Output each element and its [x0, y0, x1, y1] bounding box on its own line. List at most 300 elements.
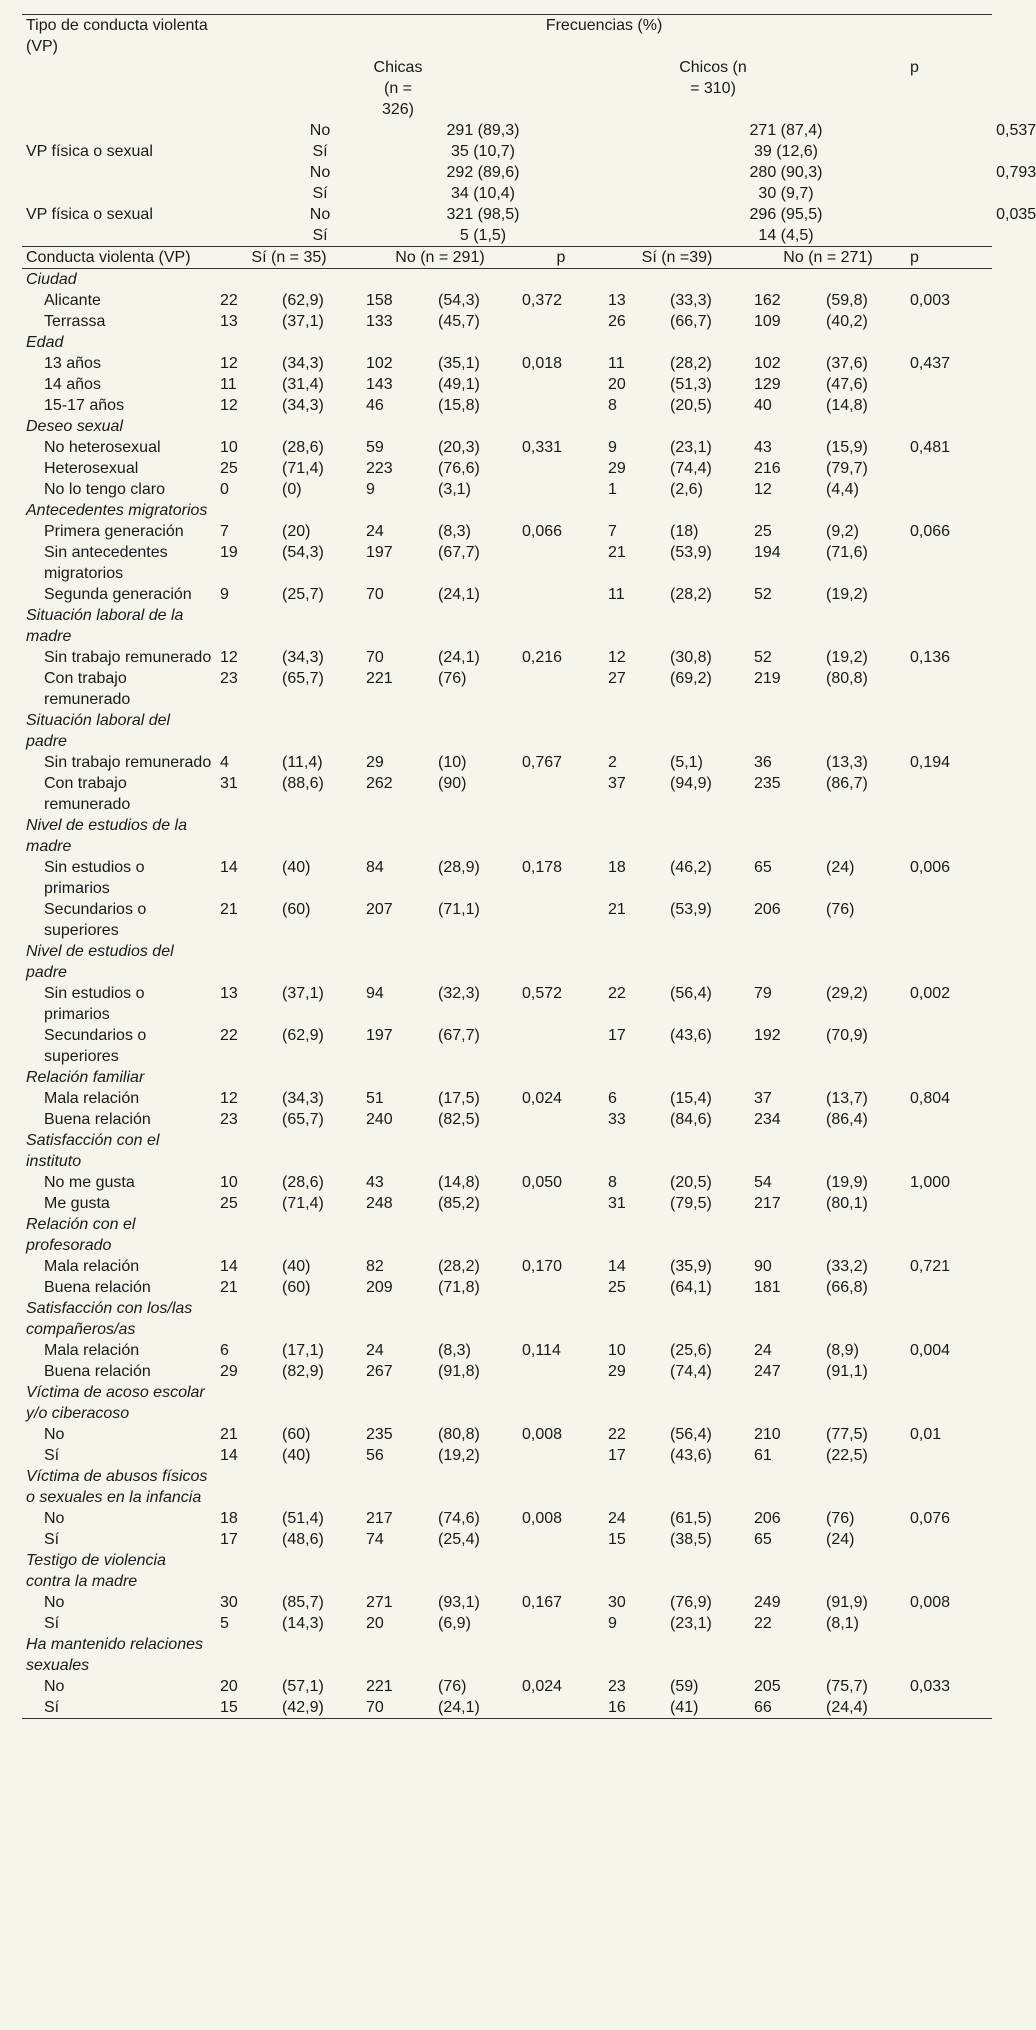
p-chicos: 0,006 — [910, 859, 951, 876]
si-chicas-pct: (71,4) — [282, 1195, 324, 1212]
no-chicos-pct: (86,4) — [826, 1111, 868, 1128]
no-chicas-pct: (76,6) — [438, 460, 480, 477]
p-chicos — [906, 1193, 992, 1214]
no-chicas-n: 221 — [366, 670, 393, 687]
table-row — [22, 1088, 992, 1109]
p-chicas — [518, 1613, 604, 1634]
no-chicos-pct: (13,7) — [826, 1090, 868, 1107]
si-chicas-n: 12 — [220, 355, 238, 372]
chicos-value: 296 (95,5) — [749, 206, 823, 223]
p-chicos — [906, 1445, 992, 1466]
si-chicos-pct: (76,9) — [670, 1594, 712, 1611]
spacer-cell — [216, 941, 992, 983]
si-chicos-pct: (74,4) — [670, 1363, 712, 1380]
p-chicas — [518, 458, 604, 479]
si-chicas-pct: (42,9) — [278, 1697, 362, 1719]
row-label: VP física o sexual — [26, 143, 153, 160]
row-label: Buena relación — [44, 1363, 151, 1380]
no-chicas-pct: (24,1) — [434, 1697, 518, 1719]
no-chicos-n: 235 — [754, 775, 781, 792]
si-chicas-pct: (57,1) — [282, 1678, 324, 1695]
no-chicas-pct: (20,3) — [438, 439, 480, 456]
si-chicas-pct: (11,4) — [282, 754, 323, 771]
row-label: No — [44, 1594, 65, 1611]
no-chicos-n: 247 — [754, 1363, 781, 1380]
no-chicos-pct: (9,2) — [826, 523, 859, 540]
no-chicos-pct: (19,9) — [826, 1174, 868, 1191]
no-chicos-n: 40 — [754, 397, 772, 414]
category-row — [22, 1634, 992, 1676]
table-row — [22, 437, 992, 458]
spacer-cell — [216, 1130, 992, 1172]
no-chicas-pct: (17,5) — [438, 1090, 480, 1107]
spacer-cell — [604, 183, 666, 204]
si-chicos-pct: (41) — [666, 1697, 750, 1719]
spacer-cell — [906, 141, 992, 162]
p-chicos: 1,000 — [910, 1174, 951, 1191]
category-label: Satisfacción con el instituto — [26, 1132, 160, 1170]
table-row — [22, 1340, 992, 1361]
category-label: Testigo de violencia contra la madre — [26, 1552, 166, 1590]
no-chicas-n: 82 — [366, 1258, 384, 1275]
category-row — [22, 1382, 992, 1424]
top-row — [22, 225, 992, 247]
si-chicos-n: 22 — [608, 985, 626, 1002]
p-chicos — [906, 668, 992, 710]
no-chicas-pct: (6,9) — [438, 1615, 471, 1632]
no-chicos-pct: (24) — [826, 1531, 855, 1548]
chicos-value: 30 (9,7) — [758, 185, 814, 202]
top-row: VP física o sexual No 321 (98,5) 296 (95,5) 0,035 — [22, 204, 992, 225]
si-chicas-pct: (37,1) — [282, 313, 324, 330]
p-chicos — [906, 395, 992, 416]
spacer-cell — [216, 225, 278, 247]
si-chicos-pct: (23,1) — [670, 1615, 712, 1632]
p-chicas: 0,018 — [522, 355, 563, 372]
si-chicos-pct: (25,6) — [670, 1342, 712, 1359]
no-chicos-pct: (80,1) — [826, 1195, 868, 1212]
no-chicas-pct: (14,8) — [438, 1174, 480, 1191]
row-label: Mala relación — [44, 1258, 140, 1275]
chicas-value: 291 (89,3) — [446, 122, 520, 139]
no-chicas-pct: (28,9) — [438, 859, 480, 876]
si-chicos-pct: (66,7) — [670, 313, 712, 330]
no-chicas-pct: (28,2) — [438, 1258, 480, 1275]
type-header: Tipo de conducta violenta (VP) — [22, 15, 216, 58]
no-chicos-pct: (71,6) — [826, 544, 868, 561]
no-chicos-pct: (4,4) — [826, 481, 859, 498]
p-chicas — [518, 668, 604, 710]
si-chicas-n: 19 — [220, 544, 238, 561]
no-chicas-n: 133 — [366, 313, 393, 330]
si-chicas-n: 13 — [220, 985, 238, 1002]
si-chicas-pct: (54,3) — [282, 544, 324, 561]
table-row — [22, 1172, 992, 1193]
no-chicos-pct: (8,9) — [826, 1342, 859, 1359]
si-chicos-pct: (53,9) — [670, 901, 712, 918]
no-chicos-n: 36 — [754, 754, 772, 771]
chicos-header: Chicos (n = 310) — [679, 59, 747, 97]
si-chicas-pct: (82,9) — [282, 1363, 324, 1380]
si-chicas-pct: (88,6) — [282, 775, 324, 792]
row-label: Con trabajo remunerado — [44, 775, 131, 813]
p-chicas: 0,066 — [522, 523, 563, 540]
si-chicas-pct: (65,7) — [282, 1111, 324, 1128]
chicas-header: Chicas (n = 326) — [373, 59, 423, 118]
table-row — [22, 1592, 992, 1613]
si-chicas-n: 31 — [220, 775, 238, 792]
category-label: Situación laboral del padre — [26, 712, 171, 750]
no-chicas-n: 70 — [366, 586, 384, 603]
spacer-cell — [604, 204, 666, 225]
no-chicas-pct: (24,1) — [438, 586, 480, 603]
no-chicas-n: 74 — [366, 1531, 384, 1548]
row-label: Terrassa — [44, 313, 106, 330]
bottom-header-row — [22, 247, 992, 269]
p-chicos: 0,033 — [910, 1678, 951, 1695]
si-chicas-pct: (34,3) — [282, 1090, 324, 1107]
chicas-value: 5 (1,5) — [362, 225, 604, 247]
no-chicos-n: 54 — [754, 1174, 772, 1191]
si-chicas-n: 18 — [220, 1510, 238, 1527]
p-chicas: 0,008 — [522, 1426, 563, 1443]
spacer-cell — [906, 162, 992, 183]
si-chicos-n: 29 — [608, 460, 626, 477]
category-label: Antecedentes migratorios — [26, 502, 208, 519]
no-chicas-n: 94 — [366, 985, 384, 1002]
no-chicos-n: 61 — [754, 1447, 772, 1464]
no-chicos-pct: (33,2) — [826, 1258, 868, 1275]
no-chicas-n: 207 — [366, 901, 393, 918]
p-chicos — [906, 479, 992, 500]
p-chicas: 0,572 — [522, 985, 563, 1002]
no-chicos-n: 24 — [754, 1342, 772, 1359]
row-label: Heterosexual — [44, 460, 139, 477]
spacer-cell — [216, 1382, 992, 1424]
category-row — [22, 1214, 992, 1256]
category-label: Ha mantenido relaciones sexuales — [26, 1636, 203, 1674]
no-chicos-n: 194 — [754, 544, 781, 561]
si-chicas-pct: (71,4) — [282, 460, 324, 477]
no-chicas-n: 262 — [366, 775, 393, 792]
row-label: No — [44, 1678, 65, 1695]
no-chicos-n: 219 — [754, 670, 781, 687]
spacer-cell — [906, 225, 992, 247]
p-chicas — [518, 584, 604, 605]
si-chicas-n: 12 — [220, 1090, 238, 1107]
no-chicas-n: 29 — [366, 754, 384, 771]
si-chicas-n: 23 — [220, 670, 238, 687]
table-row — [22, 584, 992, 605]
row-label: Sin antecedentes migratorios — [44, 544, 168, 582]
p-chicas — [518, 542, 604, 584]
no-chicas-n: 43 — [366, 1174, 384, 1191]
no-chicas-pct: (35,1) — [438, 355, 480, 372]
no-chicos-n: 37 — [754, 1090, 772, 1107]
spacer-cell — [906, 204, 992, 225]
no-chicos-n: 192 — [754, 1027, 781, 1044]
option-label: Sí — [312, 143, 328, 160]
no-chicas-n: 59 — [366, 439, 384, 456]
si-chicos-pct: (38,5) — [670, 1531, 712, 1548]
no-chicas-pct: (32,3) — [438, 985, 480, 1002]
si-chicas-pct: (20) — [282, 523, 311, 540]
no-chicos-n: 66 — [750, 1697, 822, 1719]
si-chicas-n: 20 — [220, 1678, 238, 1695]
no-chicas-pct: (54,3) — [438, 292, 480, 309]
si-chicos-n: 22 — [608, 1426, 626, 1443]
no-chicas-n: 84 — [366, 859, 384, 876]
si-chicas-pct: (85,7) — [282, 1594, 324, 1611]
table-row — [22, 311, 992, 332]
category-row — [22, 500, 992, 521]
table-row — [22, 752, 992, 773]
p-chicos — [906, 1613, 992, 1634]
si-chicos-n: 17 — [608, 1027, 626, 1044]
p-chicas — [518, 1529, 604, 1550]
category-row — [22, 1550, 992, 1592]
no-chicas-n: 102 — [366, 355, 393, 372]
no-chicas-pct: (3,1) — [438, 481, 471, 498]
spacer-cell — [216, 204, 278, 225]
p-chicos — [906, 1109, 992, 1130]
no-chicos-pct: (66,8) — [826, 1279, 868, 1296]
row-label: Con trabajo remunerado — [44, 670, 131, 708]
row-label — [22, 225, 216, 247]
no-chicas-n: 20 — [366, 1615, 384, 1632]
no-chicos-n: 102 — [754, 355, 781, 372]
category-label: Víctima de abusos físicos o sexuales en la infancia — [26, 1468, 208, 1506]
table-row — [22, 1109, 992, 1130]
si-chicas-n: 4 — [220, 754, 229, 771]
si-chicos-pct: (20,5) — [670, 397, 712, 414]
si-chicas-n: 25 — [220, 1195, 238, 1212]
row-label: Mala relación — [44, 1342, 140, 1359]
p-chicas — [518, 479, 604, 500]
no-chicas-pct: (80,8) — [438, 1426, 480, 1443]
si-chicos-pct: (20,5) — [670, 1174, 712, 1191]
row-label: Buena relación — [44, 1279, 151, 1296]
row-label: Secundarios o superiores — [44, 901, 147, 939]
no-chicas-n: 217 — [366, 1510, 393, 1527]
row-label: 13 años — [44, 355, 101, 372]
p-chicas: 0,170 — [522, 1258, 563, 1275]
p-chicos — [906, 311, 992, 332]
si-chicos-pct: (43,6) — [670, 1027, 712, 1044]
p-chicas: 0,216 — [522, 649, 563, 666]
si-chicos-n: 17 — [608, 1447, 626, 1464]
no-chicas-n: 70 — [362, 1697, 434, 1719]
no-chicas-n: 70 — [366, 649, 384, 666]
no-chicos-pct: (19,2) — [826, 649, 868, 666]
row-label — [22, 183, 216, 204]
p-chicos: 0,481 — [910, 439, 951, 456]
category-row — [22, 1067, 992, 1088]
si-chicos-n: 7 — [608, 523, 617, 540]
row-label — [22, 162, 216, 183]
chicas-value: 35 (10,7) — [450, 143, 516, 160]
no-chicas-n: 46 — [366, 397, 384, 414]
p-chicas: 0,167 — [522, 1594, 563, 1611]
table-row — [22, 983, 992, 1025]
category-label: Deseo sexual — [26, 418, 123, 435]
si-chicas-pct: (60) — [282, 1279, 311, 1296]
no-chicos-pct: (13,3) — [826, 754, 868, 771]
row-label: VP física o sexual — [26, 206, 153, 223]
chicas-value: 292 (89,6) — [446, 164, 520, 181]
row-label: Sí — [22, 1697, 216, 1719]
si-chicos-n: 24 — [608, 1510, 626, 1527]
spacer-cell — [216, 1214, 992, 1256]
p-chicos: 0,136 — [910, 649, 951, 666]
no-chicos-pct: (76) — [826, 901, 855, 918]
no-chicas-n: 9 — [366, 481, 375, 498]
chicos-value: 280 (90,3) — [749, 164, 823, 181]
option-label: No — [309, 206, 331, 223]
si-chicas-n: 10 — [220, 439, 238, 456]
category-label: Nivel de estudios del padre — [26, 943, 174, 981]
p-chicas — [518, 1109, 604, 1130]
data-table — [22, 14, 1036, 1719]
si-chicas-pct: (62,9) — [282, 1027, 324, 1044]
table-row — [22, 374, 992, 395]
spacer-cell — [216, 605, 992, 647]
p-chicos — [906, 899, 992, 941]
si-chicas-pct: (65,7) — [282, 670, 324, 687]
si-chicos-n: 6 — [608, 1090, 617, 1107]
category-label: Relación con el profesorado — [26, 1216, 136, 1254]
p-chicas: 0,008 — [522, 1510, 563, 1527]
si-chicos-n: 30 — [608, 1594, 626, 1611]
category-label: Relación familiar — [26, 1069, 145, 1086]
row-label: Me gusta — [44, 1195, 110, 1212]
no-chicas-pct: (49,1) — [438, 376, 480, 393]
si-chicos-pct: (74,4) — [670, 460, 712, 477]
si-chicos-pct: (35,9) — [670, 1258, 712, 1275]
table-row — [22, 1361, 992, 1382]
si-chicos-pct: (61,5) — [670, 1510, 712, 1527]
si-chicas-n: 22 — [220, 292, 238, 309]
p-chicas — [518, 1445, 604, 1466]
si-chicos-n: 9 — [608, 1615, 617, 1632]
si-chicas-n: 15 — [216, 1697, 278, 1719]
chicas-value: 34 (10,4) — [450, 185, 516, 202]
si-chicas-pct: (34,3) — [282, 649, 324, 666]
p-chicos: 0,002 — [910, 985, 951, 1002]
p-chicos — [906, 1529, 992, 1550]
no-chicos-pct: (80,8) — [826, 670, 868, 687]
si-chicas-header: Sí (n = 35) — [216, 247, 362, 269]
no-chicos-pct: (19,2) — [826, 586, 868, 603]
p-chicas: 0,050 — [522, 1174, 563, 1191]
option-label: Sí — [312, 185, 328, 202]
p-chicos: 0,01 — [910, 1426, 942, 1443]
row-label: Primera generación — [44, 523, 184, 540]
si-chicos-n: 21 — [608, 901, 626, 918]
spacer-cell — [906, 183, 992, 204]
table-row — [22, 521, 992, 542]
row-label: No heterosexual — [44, 439, 161, 456]
spacer-cell — [216, 141, 278, 162]
no-chicos-n: 90 — [754, 1258, 772, 1275]
no-chicos-pct: (24) — [826, 859, 855, 876]
table-row — [22, 1025, 992, 1067]
si-chicos-pct: (84,6) — [670, 1111, 712, 1128]
no-chicas-n: 143 — [366, 376, 393, 393]
no-chicos-n: 249 — [754, 1594, 781, 1611]
top-header-row — [22, 15, 992, 58]
category-row — [22, 269, 992, 291]
si-chicas-pct: (34,3) — [282, 355, 324, 372]
si-chicas-pct: (40) — [282, 1447, 311, 1464]
category-label: Satisfacción con los/las compañeros/as — [26, 1300, 193, 1338]
no-chicos-n: 181 — [754, 1279, 781, 1296]
p-chicas: 0,024 — [522, 1090, 563, 1107]
no-chicas-n: 267 — [366, 1363, 393, 1380]
no-chicos-pct: (14,8) — [826, 397, 868, 414]
si-chicos-n: 18 — [608, 859, 626, 876]
spacer-cell — [906, 120, 992, 141]
p-chicos — [906, 773, 992, 815]
p-chicas — [518, 1697, 604, 1719]
no-chicas-pct: (8,3) — [438, 523, 471, 540]
si-chicos-pct: (64,1) — [670, 1279, 712, 1296]
no-chicas-pct: (15,8) — [438, 397, 480, 414]
spacer-cell — [604, 141, 666, 162]
no-chicos-pct: (24,4) — [822, 1697, 906, 1719]
p-chicas: 0,372 — [522, 292, 563, 309]
row-label: Sin estudios o primarios — [44, 859, 145, 897]
no-chicos-n: 216 — [754, 460, 781, 477]
category-row — [22, 1466, 992, 1508]
category-label: Edad — [26, 334, 64, 351]
si-chicas-pct: (25,7) — [282, 586, 324, 603]
si-chicas-n: 14 — [220, 1447, 238, 1464]
si-chicas-pct: (60) — [282, 1426, 311, 1443]
p-chicos: 0,437 — [910, 355, 951, 372]
table-row — [22, 395, 992, 416]
table-row — [22, 647, 992, 668]
row-label: Sí — [44, 1531, 60, 1548]
no-chicos-n: 206 — [754, 901, 781, 918]
row-label: No — [44, 1426, 65, 1443]
si-chicos-pct: (28,2) — [670, 355, 712, 372]
table-row — [22, 1277, 992, 1298]
no-chicas-n: 240 — [366, 1111, 393, 1128]
p-chicos: 0,003 — [910, 292, 951, 309]
p-chicas: 0,024 — [522, 1678, 563, 1695]
no-chicas-n: 158 — [366, 292, 393, 309]
no-chicos-n: 109 — [754, 313, 781, 330]
no-chicos-n: 162 — [754, 292, 781, 309]
p-chicas: 0,767 — [522, 754, 563, 771]
no-chicas-pct: (85,2) — [438, 1195, 480, 1212]
si-chicos-pct: (69,2) — [670, 670, 712, 687]
row-label: Sin estudios o primarios — [44, 985, 145, 1023]
p-chicas — [518, 1193, 604, 1214]
p-chicas — [518, 1277, 604, 1298]
si-chicas-n: 10 — [220, 1174, 238, 1191]
table-row — [22, 1193, 992, 1214]
no-chicos-n: 210 — [754, 1426, 781, 1443]
si-chicas-n: 12 — [220, 649, 238, 666]
no-chicas-pct: (91,8) — [438, 1363, 480, 1380]
si-chicos-pct: (53,9) — [670, 544, 712, 561]
si-chicos-pct: (23,1) — [670, 439, 712, 456]
conducta-header: Conducta violenta (VP) — [22, 247, 216, 269]
no-chicas-n: 209 — [366, 1279, 393, 1296]
si-chicas-n: 21 — [220, 1426, 238, 1443]
